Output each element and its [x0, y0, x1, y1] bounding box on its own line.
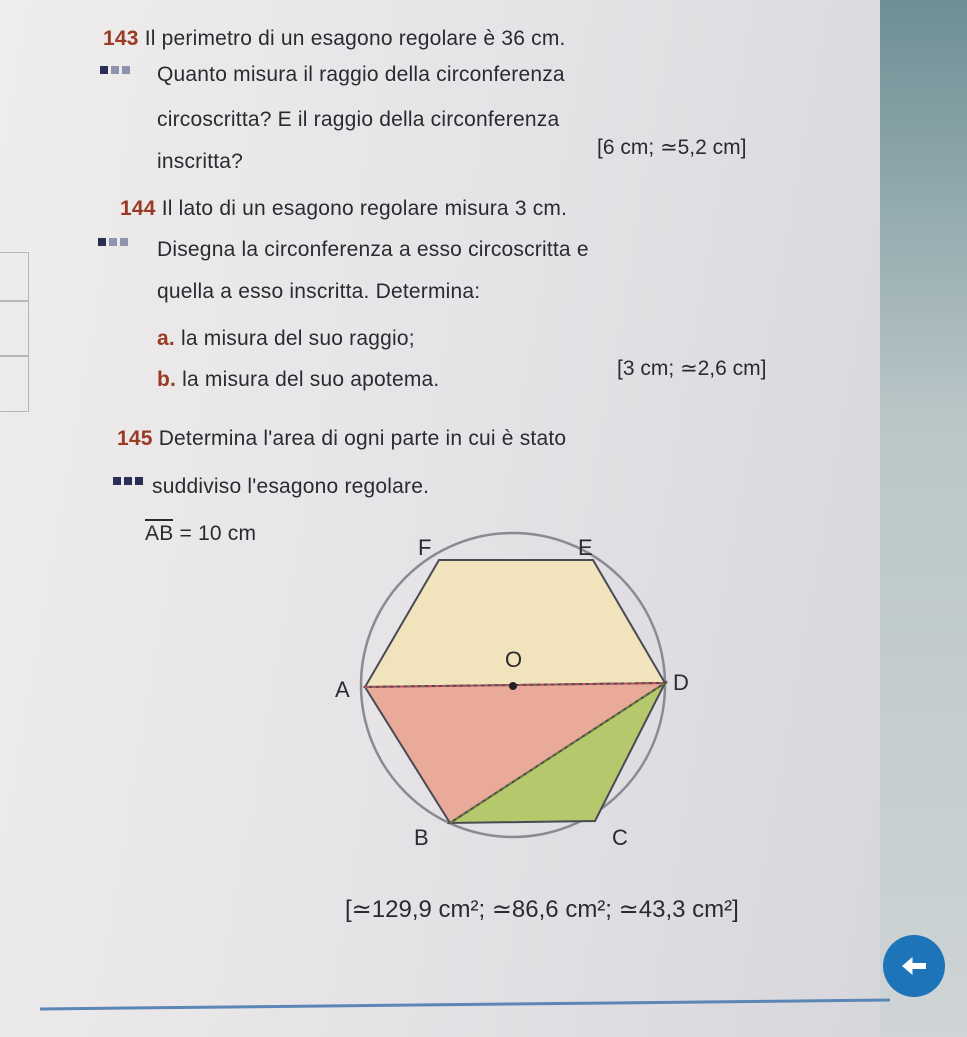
- exercise-144-line3: quella a esso inscritta. Determina:: [157, 280, 481, 303]
- margin-box: [0, 300, 29, 357]
- label-e: E: [578, 535, 593, 560]
- label-o: O: [505, 647, 523, 672]
- exercise-143-answer: [6 cm; ≃5,2 cm]: [597, 136, 747, 159]
- exercise-143-line4: inscritta?: [157, 150, 244, 173]
- page-background-edge: [880, 0, 967, 1037]
- label-b: B: [414, 825, 429, 850]
- segment-ab: AB: [145, 519, 173, 545]
- exercise-number: 145: [117, 427, 153, 450]
- label-d: D: [673, 670, 689, 695]
- exercise-144-item-b: b. la misura del suo apotema.: [157, 368, 440, 391]
- given-length: AB = 10 cm: [145, 522, 256, 546]
- margin-box: [0, 252, 29, 302]
- label-a: A: [335, 677, 350, 702]
- exercise-143-line3: circoscritta? E il raggio della circonferenza: [157, 108, 560, 131]
- hexagon-figure: [300, 520, 720, 860]
- exercise-145-line2: suddiviso l'esagono regolare.: [152, 475, 430, 498]
- difficulty-indicator: [98, 238, 128, 246]
- exercise-143-line1: 143 Il perimetro di un esagono regolare è 36 cm.: [103, 27, 566, 50]
- exercise-144-item-a: a. la misura del suo raggio;: [157, 327, 415, 350]
- arrow-left-icon: [896, 948, 932, 984]
- label-c: C: [612, 825, 628, 850]
- back-button[interactable]: [883, 935, 945, 997]
- exercise-145-line1: 145 Determina l'area di ogni parte in cui è stato: [117, 427, 567, 450]
- difficulty-indicator: [100, 66, 130, 74]
- label-f: F: [418, 535, 432, 560]
- exercise-143-line2: Quanto misura il raggio della circonferenza: [157, 63, 565, 86]
- exercise-number: 143: [103, 27, 139, 50]
- center-point: [509, 682, 517, 690]
- exercise-144-line1: 144 Il lato di un esagono regolare misura 3 cm.: [120, 197, 568, 220]
- exercise-number: 144: [120, 197, 156, 220]
- difficulty-indicator: [113, 477, 143, 485]
- exercise-144-line2: Disegna la circonferenza a esso circoscritta e: [157, 238, 589, 261]
- exercise-144-answer: [3 cm; ≃2,6 cm]: [617, 357, 767, 380]
- margin-box: [0, 355, 29, 412]
- exercise-145-answer: [≃129,9 cm²; ≃86,6 cm²; ≃43,3 cm²]: [345, 896, 739, 923]
